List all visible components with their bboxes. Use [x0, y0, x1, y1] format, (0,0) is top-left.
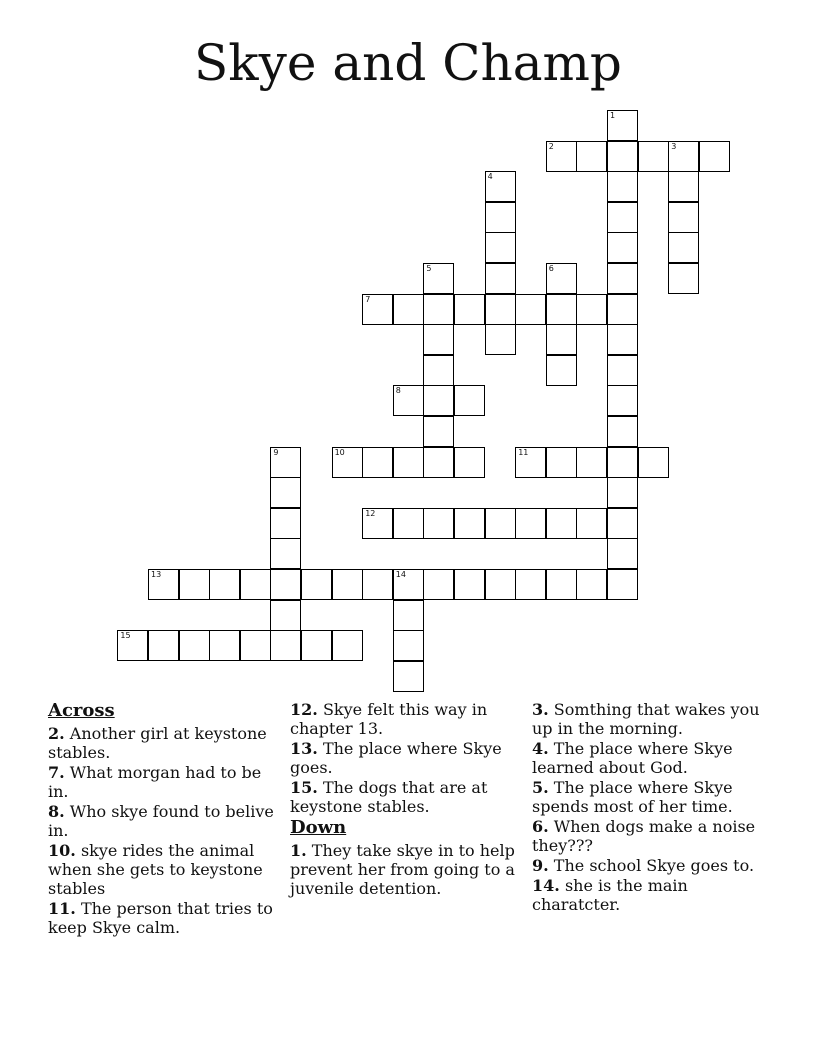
grid-cell[interactable]	[607, 569, 638, 600]
grid-cell[interactable]	[393, 385, 424, 416]
grid-cell[interactable]	[607, 232, 638, 263]
grid-cell[interactable]	[485, 324, 516, 355]
clue-across-12: 12. Skye felt this way in chapter 13.	[290, 700, 488, 738]
grid-cell[interactable]	[607, 477, 638, 508]
grid-cell[interactable]	[485, 263, 516, 294]
clue-across-11: 11. The person that tries to keep Skye calm.	[48, 899, 273, 937]
clue-number: 10	[334, 447, 345, 457]
grid-cell[interactable]	[515, 447, 546, 478]
grid-cell[interactable]	[668, 171, 699, 202]
grid-cell[interactable]	[301, 630, 332, 661]
grid-cell[interactable]	[668, 263, 699, 294]
grid-cell[interactable]	[240, 630, 271, 661]
grid-cell[interactable]	[607, 538, 638, 569]
grid-cell[interactable]	[607, 141, 638, 172]
clue-across-8: 8. Who skye found to belive in.	[48, 802, 274, 840]
grid-cell[interactable]	[576, 294, 607, 325]
grid-cell[interactable]	[454, 447, 485, 478]
grid-cell[interactable]	[576, 447, 607, 478]
grid-cell[interactable]	[209, 569, 240, 600]
grid-cell[interactable]	[423, 294, 454, 325]
grid-cell[interactable]	[546, 294, 577, 325]
grid-cell[interactable]	[362, 447, 393, 478]
clue-number: 11	[518, 447, 529, 457]
grid-cell[interactable]	[576, 508, 607, 539]
grid-cell[interactable]	[485, 171, 516, 202]
grid-cell[interactable]	[485, 202, 516, 233]
grid-cell[interactable]	[270, 477, 301, 508]
grid-cell[interactable]	[423, 569, 454, 600]
clue-number: 3	[671, 141, 677, 151]
clue-down-3: 3. Somthing that wakes you up in the morning.	[532, 700, 760, 738]
grid-cell[interactable]	[607, 202, 638, 233]
grid-cell[interactable]	[423, 355, 454, 386]
clue-down-9: 9. The school Skye goes to.	[532, 856, 755, 875]
grid-cell[interactable]	[607, 294, 638, 325]
grid-cell[interactable]	[423, 324, 454, 355]
grid-cell[interactable]	[270, 569, 301, 600]
grid-cell[interactable]	[423, 263, 454, 294]
grid-cell[interactable]	[270, 538, 301, 569]
grid-cell[interactable]	[546, 508, 577, 539]
grid-cell[interactable]	[423, 416, 454, 447]
clue-number: 6	[548, 264, 554, 273]
grid-cell[interactable]	[454, 569, 485, 600]
clue-down-14: 14. she is the main charatcter.	[532, 876, 688, 914]
clue-number: 7	[365, 294, 371, 304]
clue-down-5: 5. The place where Skye spends most of her time.	[532, 778, 733, 816]
grid-cell[interactable]	[699, 141, 730, 172]
grid-cell[interactable]	[301, 569, 332, 600]
clues-column-1	[48, 700, 280, 938]
grid-cell[interactable]	[332, 569, 363, 600]
grid-cell[interactable]	[362, 508, 393, 539]
clue-across-15: 15. The dogs that are at keystone stables.	[290, 778, 488, 816]
grid-cell[interactable]	[362, 569, 393, 600]
grid-cell[interactable]	[607, 355, 638, 386]
grid-cell[interactable]	[393, 294, 424, 325]
clue-number: 15	[120, 631, 131, 641]
clue-number: 8	[395, 386, 401, 396]
grid-cell[interactable]	[485, 569, 516, 600]
grid-cell[interactable]	[546, 141, 577, 172]
grid-cell[interactable]	[576, 141, 607, 172]
grid-cell[interactable]	[209, 630, 240, 661]
grid-cell[interactable]	[607, 416, 638, 447]
grid-cell[interactable]	[179, 630, 210, 661]
grid-cell[interactable]	[117, 630, 148, 661]
clue-number: 5	[426, 264, 432, 273]
grid-cell[interactable]	[638, 447, 669, 478]
grid-cell[interactable]	[454, 294, 485, 325]
grid-cell[interactable]	[485, 508, 516, 539]
grid-cell[interactable]	[332, 630, 363, 661]
grid-cell[interactable]	[393, 447, 424, 478]
grid-cell[interactable]	[270, 600, 301, 631]
grid-cell[interactable]	[485, 232, 516, 263]
clue-down-6: 6. When dogs make a noise they???	[532, 817, 756, 855]
grid-cell[interactable]	[393, 600, 424, 631]
puzzle-title: Skye and Champ	[194, 34, 622, 92]
grid-cell[interactable]	[423, 508, 454, 539]
grid-cell[interactable]	[515, 508, 546, 539]
grid-cell[interactable]	[148, 569, 179, 600]
down-heading: Down	[290, 817, 347, 838]
grid-cell[interactable]	[607, 508, 638, 539]
grid-cell[interactable]	[362, 294, 393, 325]
grid-cell[interactable]	[423, 447, 454, 478]
clue-number: 12	[365, 508, 376, 518]
clue-across-13: 13. The place where Skye goes.	[290, 739, 502, 777]
clue-number: 13	[151, 570, 162, 579]
clue-number: 9	[273, 447, 279, 457]
grid-cell[interactable]	[270, 447, 301, 478]
grid-cell[interactable]	[607, 447, 638, 478]
grid-cell[interactable]	[668, 202, 699, 233]
grid-cell[interactable]	[546, 324, 577, 355]
grid-cell[interactable]	[546, 263, 577, 294]
clues-column-2	[290, 700, 522, 899]
grid-cell[interactable]	[393, 661, 424, 692]
grid-cell[interactable]	[607, 263, 638, 294]
grid-cell[interactable]	[668, 141, 699, 172]
clue-across-7: 7. What morgan had to be in.	[48, 763, 262, 801]
grid-cell[interactable]	[607, 385, 638, 416]
grid-cell[interactable]	[515, 569, 546, 600]
clue-down-1: 1. They take skye in to help prevent her from going to a juvenile detention.	[290, 841, 515, 898]
grid-cell[interactable]	[454, 508, 485, 539]
grid-cell[interactable]	[607, 324, 638, 355]
clue-number: 2	[548, 141, 554, 151]
grid-cell[interactable]	[423, 385, 454, 416]
grid-cell[interactable]	[576, 569, 607, 600]
grid-cell[interactable]	[546, 355, 577, 386]
clue-down-4: 4. The place where Skye learned about God.	[532, 739, 733, 777]
clues-column-3	[532, 700, 764, 915]
across-heading: Across	[48, 700, 115, 721]
grid-cell[interactable]	[393, 630, 424, 661]
grid-cell[interactable]	[270, 630, 301, 661]
grid-cell[interactable]	[393, 508, 424, 539]
clue-across-10: 10. skye rides the animal when she gets to keystone stables	[48, 841, 263, 898]
grid-cell[interactable]	[270, 508, 301, 539]
grid-cell[interactable]	[638, 141, 669, 172]
clue-number: 1	[610, 111, 616, 120]
grid-cell[interactable]	[607, 171, 638, 202]
grid-cell[interactable]	[668, 232, 699, 263]
grid-cell[interactable]	[148, 630, 179, 661]
grid-cell[interactable]	[240, 569, 271, 600]
grid-cell[interactable]	[515, 294, 546, 325]
clue-across-2: 2. Another girl at keystone stables.	[48, 724, 267, 762]
grid-cell[interactable]	[332, 447, 363, 478]
grid-cell[interactable]	[607, 110, 638, 141]
grid-cell[interactable]	[485, 294, 516, 325]
grid-cell[interactable]	[546, 569, 577, 600]
grid-cell[interactable]	[546, 447, 577, 478]
grid-cell[interactable]	[393, 569, 424, 600]
clue-number: 14	[395, 570, 406, 579]
clue-number: 4	[487, 172, 493, 182]
grid-cell[interactable]	[179, 569, 210, 600]
grid-cell[interactable]	[454, 385, 485, 416]
